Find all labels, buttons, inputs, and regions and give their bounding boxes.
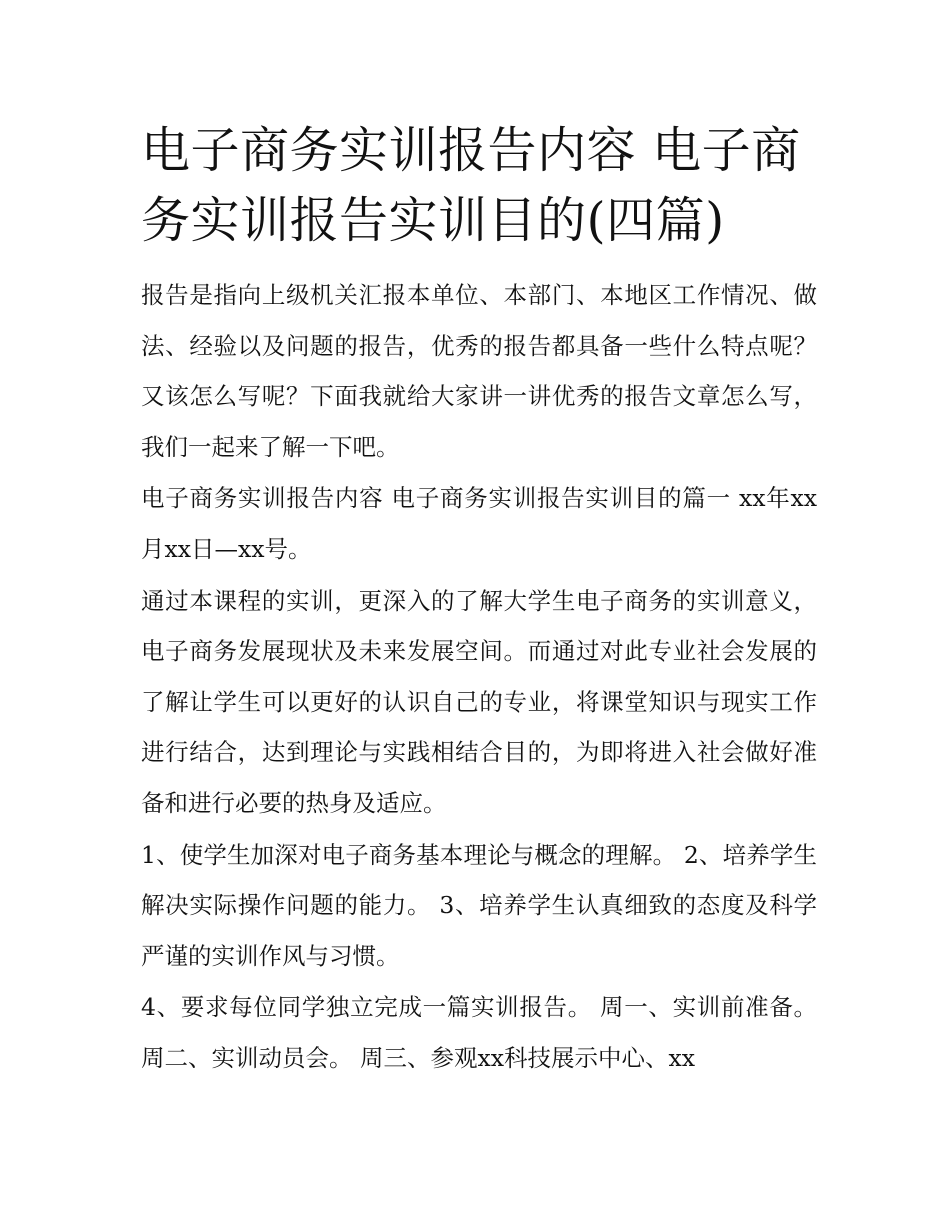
paragraph-intro: 报告是指向上级机关汇报本单位、本部门、本地区工作情况、做法、经验以及问题的报告，优秀的报告都具备一些什么特点呢？又该怎么写呢？下面我就给大家讲一讲优秀的报告文章怎么写，我们一起来了解一下吧。 [141,281,817,461]
paragraph-schedule: 4、要求每位同学独立完成一篇实训报告。 周一、实训前准备。 周二、实训动员会。 周三、参观xx科技展示中心、xx [141,993,817,1072]
document-title: 电子商务实训报告内容 电子商务实训报告实训目的(四篇) [141,122,801,249]
paragraph-date: 电子商务实训报告内容 电子商务实训报告实训目的篇一 xx年xx月xx日—xx号。 [141,484,817,563]
paragraph-purpose: 通过本课程的实训，更深入的了解大学生电子商务的实训意义，电子商务发展现状及未来发展空间。而通过对此专业社会发展的了解让学生可以更好的认识自己的专业，将课堂知识与现实工作进行结合，达到理论与实践相结合目的，为即将进入社会做好准备和进行必要的热身及适应。 [141,586,817,817]
paragraph-goals: 1、使学生加深对电子商务基本理论与概念的理解。 2、培养学生解决实际操作问题的能力。 3、培养学生认真细致的态度及科学严谨的实训作风与习惯。 [141,840,817,970]
document-body [141,116,817,1085]
